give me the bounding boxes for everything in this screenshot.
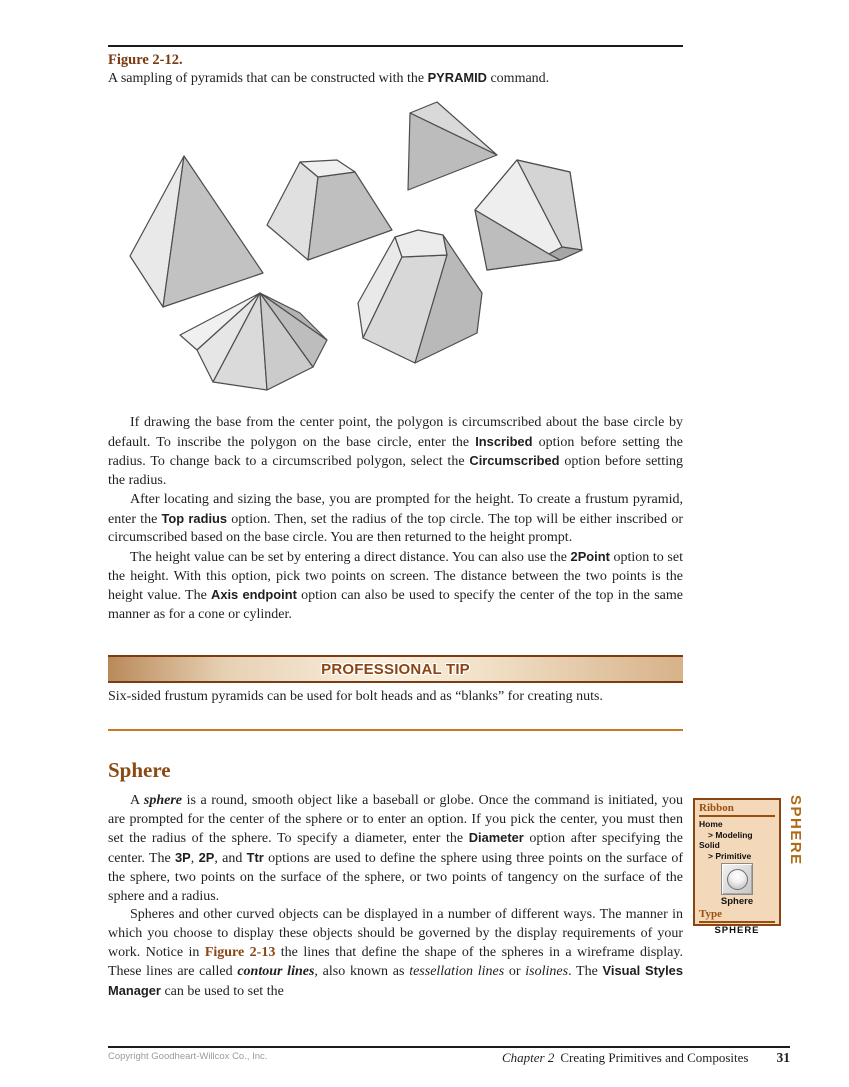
professional-tip-banner (108, 655, 683, 683)
figure-caption: A sampling of pyramids that can be constructed with the PYRAMID command. (108, 70, 550, 86)
pyramid-frustum-hex (358, 230, 482, 363)
paragraph: The height value can be set by entering a direct distance. You can also use the 2Point option to set the height. With this option, pick two points on screen. The distance between the two points is the height value. The Axis endpoint option can also be used to specify the center of the top in the same manner as for a cone or cylinder. (108, 548, 683, 623)
footer-copyright: Copyright Goodheart-Willcox Co., Inc. (108, 1051, 268, 1062)
pyramid-tetrahedron (408, 102, 497, 190)
paragraph: A sphere is a round, smooth object like a baseball or globe. Once the command is initiated, you are prompted for the center of the sphere or to enter an option. If you pick the center, you must then set the radius of the sphere. To specify a diameter, enter the Diameter option after specifying the center. The 3P, 2P, and Ttr options are used to define the sphere using three points on the surface of the sphere, two points on the surface of the sphere, or two points of tangency on the surface of the sphere and a radius. (108, 793, 684, 904)
pyramid-octagonal (180, 293, 327, 390)
sphere-text-block (108, 792, 683, 1002)
footer-chapter-info (502, 1050, 790, 1066)
type-section-label: Type (699, 908, 775, 923)
professional-tip-body: Six-sided frustum pyramids can be used for bolt heads and as “blanks” for creating nuts. (108, 689, 603, 704)
paragraph: If drawing the base from the center point, the polygon is circumscribed about the base circle by default. To inscribe the polygon on the base circle, enter the Inscribed option before setting the radius. To change back to a circumscribed polygon, select the Circumscribed option before setting the radius. (108, 415, 684, 489)
footer-chapter-number: Chapter 2 (501, 1050, 555, 1065)
ribbon-section-label: Ribbon (699, 802, 775, 817)
ribbon-reference-box (693, 798, 781, 936)
figure-label: Figure 2-12. (108, 52, 183, 68)
type-command-value: SPHERE (714, 925, 760, 936)
sphere-section-heading: Sphere (108, 758, 171, 782)
professional-tip-rule (108, 729, 683, 731)
sphere-tool-label: Sphere (720, 896, 754, 907)
figure-top-rule (108, 45, 683, 47)
pyramids-figure-image (125, 100, 685, 405)
footer-chapter-title: Creating Primitives and Composites (560, 1050, 749, 1065)
pyramid-tall (130, 156, 263, 307)
sphere-tool-button (721, 863, 753, 895)
pyramid-on-side (475, 160, 582, 270)
main-text-block (108, 414, 683, 625)
sphere-icon (727, 869, 748, 890)
paragraph: Spheres and other curved objects can be displayed in a number of different ways. The manner in which you choose to display these objects should be governed by the display requirements of your work. Notice in Figure 2-13 the lines that define the shape of the spheres in a wireframe display. These lines are called contour lines, also known as tessellation lines or isolines. The Visual Styles Manager can be used to set the (108, 907, 683, 1000)
pyramid-frustum-square (267, 160, 392, 260)
professional-tip-title: PROFESSIONAL TIP (321, 660, 470, 678)
paragraph: After locating and sizing the base, you are prompted for the height. To create a frustum pyramid, enter the Top radius option. Then, set the radius of the top circle. The top will be either inscribed or circumscribed based on the base circle. You are then returned to the height prompt. (108, 491, 683, 546)
ribbon-path: Home > Modeling Solid > Primitive (699, 819, 753, 861)
footer-rule (108, 1046, 790, 1048)
footer-page-number: 31 (776, 1050, 790, 1065)
margin-command-tab: SPHERE (787, 795, 804, 866)
